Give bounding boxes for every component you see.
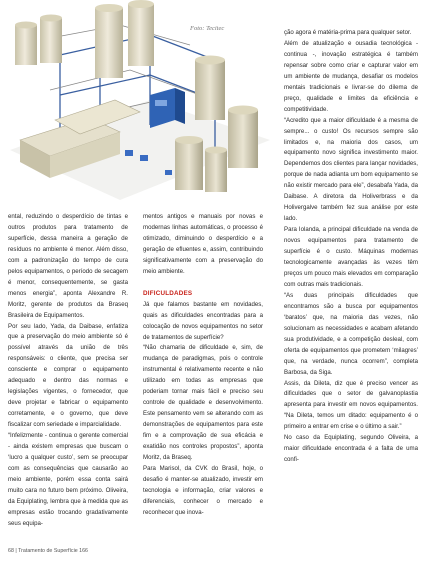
paragraph: “Não chamaria de dificuldade e, sim, de mudança de paradigmas, pois o controle instrumental é relativamente recente e não utilizado em todas as empresas que poderiam tornar mais fácil e preciso seu controle de qualidade e desenvolvimento. Este pensamento vem se alterando com as demonstrações de equipamentos para este fim e a comprovação de sua eficácia e exatidão nos controles propostos”, aponta Moritz, da Braseq. <box>143 344 263 462</box>
paragraph: “As duas principais dificuldades que encontramos são a busca por equipamentos ‘baratos’ que, na maioria das vezes, não solucionam as necessidades e acabam afetando sua produtividade, e a competição desleal, com oferta de equipamentos que prometem ‘milagres’ que, na verdade, nunca ocorrem”, completa Barbosa, da Siga. <box>284 291 418 376</box>
paragraph: mentos antigos e manuais por novas e modernas linhas automáticas, o processo é otimizado, diminuindo o desperdício e a geração de efluentes e, assim, contribuindo significativamente com a preservação do meio ambiente. <box>143 213 263 275</box>
paragraph: Por seu lado, Yada, da Daibase, enfatiza que a preservação do meio ambiente só é possível através da união de três responsáveis: o cliente, que precisa ser consciente e comprar o equipamento adequado e dentro das normas e legislações vigentes, o fornecedor, que deve projetar e fabricar o equipamento corretamente, e o governo, que deve fiscalizar com seriedade e imparcialidade. <box>8 322 128 429</box>
photo-credit: Foto: Tecitec <box>190 25 225 32</box>
text-column-3 <box>284 28 418 466</box>
paragraph: Para Iolanda, a principal dificuldade na venda de novos equipamentos para tratamento de superfície é o custo. Máquinas modernas tecnologicamente avançadas às vezes têm preços um pouco mais elevados em comparação com outras mais tradicionais. <box>284 226 418 288</box>
text-column-1 <box>8 212 128 530</box>
paragraph: Para Marisol, da CVK do Brasil, hoje, o desafio é manter-se atualizado, investir em tecnologia e informação, criar valores e diferenciais, conhecer o mercado e reconhecer que inova- <box>143 464 263 516</box>
equipment-photo <box>0 0 271 207</box>
paragraph: No caso da Equiplating, segundo Oliveira, a maior dificuldade encontrada é a falta de uma confi- <box>284 434 418 464</box>
paragraph: “Infelizmente - continua o gerente comercial - ainda existem empresas que buscam o ‘lucro a qualquer custo’, sem se preocupar com as consequências que causarão ao meio ambiente, porém essa conta sairá muito cara no futuro bem próximo. Oliveira, da Equiplating, lembra que à medida que as empresas estão trocando gradativamente seus equipa- <box>8 432 128 527</box>
paragraph: Além de atualização e ousadia tecnológica - continua -, inovação estratégica é também repensar sobre como criar e capturar valor em um ambiente de mudança, desafiar os modelos mentais tradicionais e livrar-se do dilema de preço, qualidade e limites da eficiência e competitividade. <box>284 39 418 113</box>
paragraph: Já que falamos bastante em novidades, quais as dificuldades encontradas para a colocação de novos equipamentos no setor de tratamentos de superfície? <box>143 300 263 341</box>
paragraph: “Acredito que a maior dificuldade é a mesma de sempre... o custo! Os recursos sempre são limitados e, na maioria dos casos, um equipamento novo significa investimento maior. Dependemos dos clientes para lançar novidades, porque de nada adianta um bom equipamento se não existir mercado para ele”, desabafa Yada, da Daibase. A diretora da Holiverbrass e da Holivergalve também fez sua análise por este lado. <box>284 116 418 223</box>
industrial-plant-illustration <box>0 0 271 207</box>
paragraph: Assis, da Dileta, diz que é preciso vencer as dificuldades que o setor de galvanoplastia apresenta para investir em novos equipamentos. “Na Dileta, temos um ditado: equipamento é o primeiro a entrar em crise e o último a sair.” <box>284 379 418 431</box>
text-column-2 <box>143 212 263 519</box>
page-footer: 68 | Tratamento de Superfície 166 <box>8 548 88 554</box>
paragraph: ental, reduzindo o desperdício de tintas e outros produtos para tratamento de superfície, dessa maneira a geração de resíduos no ambiente é menor. Além disso, com a padronização do tempo de cura pelos equipamentos, o período de secagem é menor, consequentemente, se gasta menos energia”, aponta Alexandre R. Moritz, gerente de produtos da Braseq Brasileira de Equipamentos. <box>8 213 128 319</box>
section-heading: DIFICULDADES <box>143 289 193 297</box>
paragraph: ção agora é matéria-prima para qualquer setor. <box>284 29 412 36</box>
